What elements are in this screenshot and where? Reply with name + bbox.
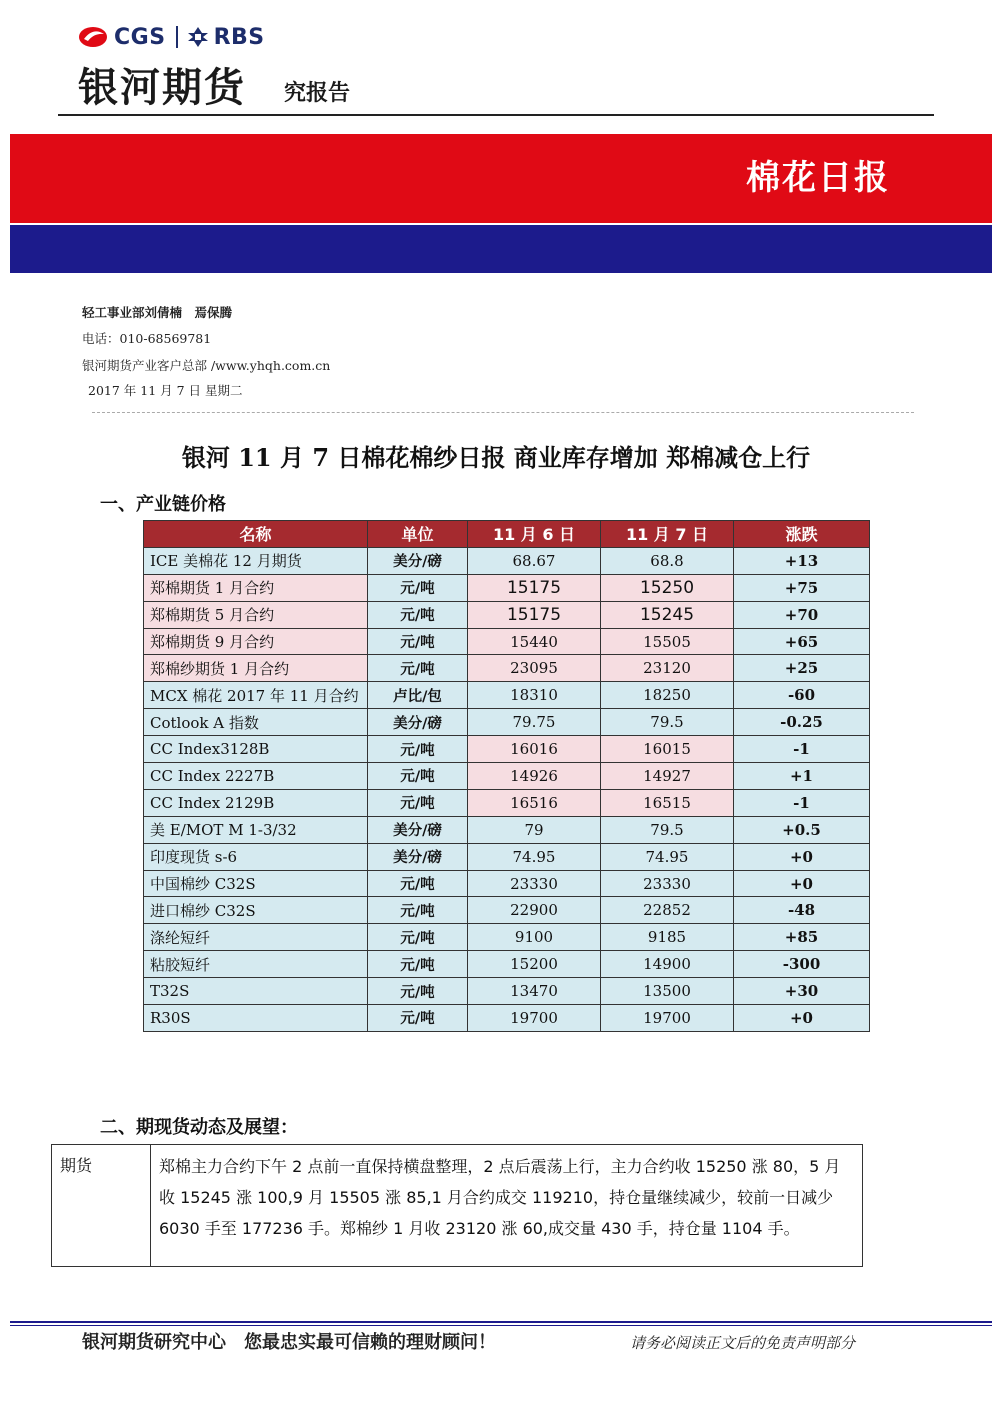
cell-value-curr: 23120 [601, 655, 734, 682]
cell-unit: 元/吨 [368, 1005, 468, 1032]
cell-value-curr: 14900 [601, 951, 734, 978]
cell-change: -60 [734, 682, 870, 709]
dashed-divider [92, 412, 914, 413]
cell-change: -1 [734, 736, 870, 763]
table-row [144, 897, 870, 924]
cell-name: CC Index 2129B [144, 789, 368, 816]
cell-name: Cotlook A 指数 [144, 709, 368, 736]
cell-value-prev: 18310 [468, 682, 601, 709]
cell-value-prev: 79.75 [468, 709, 601, 736]
cell-name: 印度现货 s-6 [144, 843, 368, 870]
cell-change: +70 [734, 601, 870, 628]
cell-value-prev: 23330 [468, 870, 601, 897]
header-change: 涨跌 [734, 521, 870, 548]
outlook-table [51, 1144, 863, 1267]
cell-value-curr: 23330 [601, 870, 734, 897]
header-divider [58, 114, 934, 116]
table-row [144, 924, 870, 951]
logo-rbs-text: RBS [213, 24, 265, 50]
cell-value-curr: 14927 [601, 763, 734, 790]
cell-value-curr: 74.95 [601, 843, 734, 870]
cell-change: +25 [734, 655, 870, 682]
report-type: 究报告 [284, 81, 351, 106]
cell-unit: 美分/磅 [368, 709, 468, 736]
cell-change: -48 [734, 897, 870, 924]
cell-change: +85 [734, 924, 870, 951]
cell-value-curr: 79.5 [601, 709, 734, 736]
cell-change: +13 [734, 547, 870, 574]
cell-change: +0 [734, 843, 870, 870]
outlook-label: 期货 [52, 1145, 151, 1267]
brand-name: 银河期货 [78, 65, 246, 111]
table-row [144, 789, 870, 816]
price-table [143, 520, 870, 1032]
section-title-outlook: 二、期现货动态及展望： [100, 1117, 298, 1138]
table-row [144, 547, 870, 574]
cell-change: +65 [734, 628, 870, 655]
cell-value-prev: 16516 [468, 789, 601, 816]
rbs-logo-icon [188, 27, 208, 47]
cell-change: +75 [734, 574, 870, 601]
banner-title: 棉花日报 [746, 158, 890, 198]
cell-value-prev: 13470 [468, 978, 601, 1005]
header-date-curr: 11 月 7 日 [601, 521, 734, 548]
cell-change: -0.25 [734, 709, 870, 736]
cell-unit: 元/吨 [368, 763, 468, 790]
footer-divider-thin [10, 1325, 992, 1326]
cell-value-prev: 23095 [468, 655, 601, 682]
cell-change: +0.5 [734, 816, 870, 843]
cell-unit: 元/吨 [368, 601, 468, 628]
cell-name: 美 E/MOT M 1-3/32 [144, 816, 368, 843]
logo [78, 22, 265, 52]
table-row [144, 951, 870, 978]
cell-value-prev: 74.95 [468, 843, 601, 870]
table-row [144, 763, 870, 790]
cell-value-curr: 22852 [601, 897, 734, 924]
cell-change: -300 [734, 951, 870, 978]
cell-unit: 元/吨 [368, 736, 468, 763]
cell-name: 进口棉纱 C32S [144, 897, 368, 924]
cell-unit: 元/吨 [368, 870, 468, 897]
cell-name: 郑棉期货 9 月合约 [144, 628, 368, 655]
report-headline: 银河 11 月 7 日棉花棉纱日报 商业库存增加 郑棉减仓上行 [181, 443, 811, 472]
cell-value-prev: 15175 [468, 574, 601, 601]
cell-name: 郑棉纱期货 1 月合约 [144, 655, 368, 682]
cell-change: +0 [734, 1005, 870, 1032]
cell-unit: 元/吨 [368, 924, 468, 951]
table-header-row [144, 521, 870, 548]
table-row [144, 816, 870, 843]
report-date: 2017 年 11 月 7 日 星期二 [88, 383, 243, 398]
cell-name: 郑棉期货 1 月合约 [144, 574, 368, 601]
outlook-row [52, 1145, 863, 1267]
cell-name: CC Index3128B [144, 736, 368, 763]
cell-unit: 元/吨 [368, 574, 468, 601]
cell-change: -1 [734, 789, 870, 816]
cell-name: 粘胶短纤 [144, 951, 368, 978]
header-date-prev: 11 月 6 日 [468, 521, 601, 548]
cell-value-curr: 18250 [601, 682, 734, 709]
cell-value-curr: 16515 [601, 789, 734, 816]
cell-value-curr: 19700 [601, 1005, 734, 1032]
cell-value-curr: 15250 [601, 574, 734, 601]
header-unit: 单位 [368, 521, 468, 548]
cell-value-curr: 16015 [601, 736, 734, 763]
cell-value-curr: 79.5 [601, 816, 734, 843]
cell-name: 中国棉纱 C32S [144, 870, 368, 897]
cell-name: CC Index 2227B [144, 763, 368, 790]
department-line: 银河期货产业客户总部 /www.yhqh.com.cn [82, 358, 331, 373]
cell-value-prev: 14926 [468, 763, 601, 790]
cell-name: ICE 美棉花 12 月期货 [144, 547, 368, 574]
cell-value-prev: 16016 [468, 736, 601, 763]
table-row [144, 1005, 870, 1032]
table-row [144, 736, 870, 763]
table-row [144, 574, 870, 601]
cell-name: T32S [144, 978, 368, 1005]
cell-unit: 元/吨 [368, 655, 468, 682]
footer-slogan: 银河期货研究中心 您最忠实最可信赖的理财顾问！ [82, 1332, 496, 1353]
section-title-prices: 一、产业链价格 [100, 494, 226, 515]
table-row [144, 978, 870, 1005]
cell-name: 郑棉期货 5 月合约 [144, 601, 368, 628]
table-row [144, 682, 870, 709]
cell-value-prev: 22900 [468, 897, 601, 924]
cgs-logo-icon [78, 25, 108, 49]
logo-cgs-text: CGS [114, 24, 166, 50]
cell-value-curr: 9185 [601, 924, 734, 951]
cell-unit: 卢比/包 [368, 682, 468, 709]
cell-unit: 美分/磅 [368, 843, 468, 870]
cell-name: 涤纶短纤 [144, 924, 368, 951]
cell-value-curr: 15245 [601, 601, 734, 628]
cell-change: +0 [734, 870, 870, 897]
outlook-text: 郑棉主力合约下午 2 点前一直保持横盘整理，2 点后震荡上行，主力合约收 15250 涨 80，5 月收 15245 涨 100,9 月 15505 涨 85,1 月合约成交 119210，持仓量继续减少，较前一日减少 6030 手至 177236 手。郑棉纱 1 月收 23120 涨 60,成交量 430 手，持仓量 1104 手。 [151, 1145, 863, 1267]
table-row [144, 601, 870, 628]
cell-value-prev: 19700 [468, 1005, 601, 1032]
cell-unit: 元/吨 [368, 897, 468, 924]
cell-name: R30S [144, 1005, 368, 1032]
cell-value-prev: 68.67 [468, 547, 601, 574]
cell-change: +1 [734, 763, 870, 790]
cell-name: MCX 棉花 2017 年 11 月合约 [144, 682, 368, 709]
cell-value-curr: 15505 [601, 628, 734, 655]
table-row [144, 655, 870, 682]
table-row [144, 870, 870, 897]
cell-unit: 美分/磅 [368, 816, 468, 843]
banner-blue-band [10, 225, 992, 273]
cell-unit: 元/吨 [368, 789, 468, 816]
cell-unit: 元/吨 [368, 951, 468, 978]
footer-disclaimer: 请务必阅读正文后的免责声明部分 [630, 1334, 856, 1352]
cell-value-prev: 9100 [468, 924, 601, 951]
phone-line: 电话：010-68569781 [82, 331, 212, 346]
cell-change: +30 [734, 978, 870, 1005]
cell-value-prev: 15200 [468, 951, 601, 978]
cell-value-prev: 15175 [468, 601, 601, 628]
cell-unit: 元/吨 [368, 628, 468, 655]
cell-unit: 元/吨 [368, 978, 468, 1005]
table-row [144, 709, 870, 736]
cell-value-curr: 13500 [601, 978, 734, 1005]
cell-unit: 美分/磅 [368, 547, 468, 574]
table-row [144, 628, 870, 655]
logo-divider [176, 26, 178, 48]
header-name: 名称 [144, 521, 368, 548]
cell-value-curr: 68.8 [601, 547, 734, 574]
cell-value-prev: 79 [468, 816, 601, 843]
table-row [144, 843, 870, 870]
cell-value-prev: 15440 [468, 628, 601, 655]
footer-divider [10, 1321, 992, 1323]
author-line: 轻工事业部刘倩楠 焉保腾 [82, 305, 233, 320]
